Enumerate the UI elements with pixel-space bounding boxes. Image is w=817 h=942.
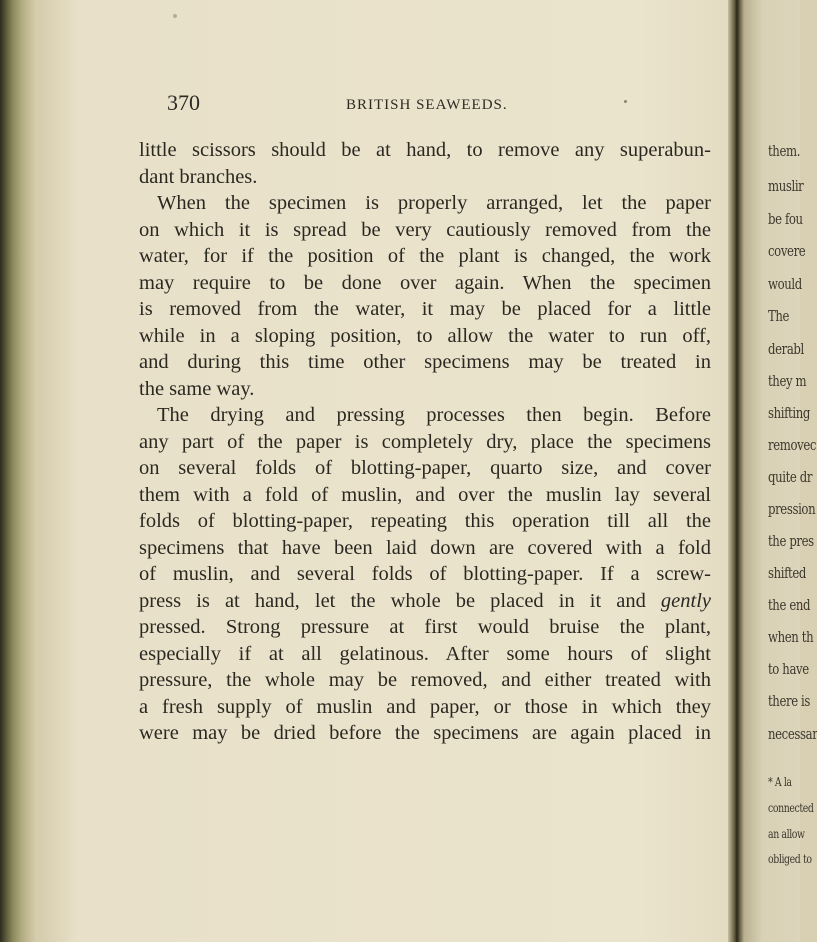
facing-page-fragment: they m (768, 372, 807, 390)
facing-page-fragment: there is (768, 692, 811, 710)
facing-page-fragment: when th (768, 628, 814, 646)
paper-speck (624, 100, 627, 103)
text-line: the same way. (139, 377, 255, 400)
body-text (139, 137, 711, 747)
text-line: on which it is spread be very cautiously removed from the (139, 218, 711, 241)
text-line: on several folds of blotting-paper, quarto size, and cover (139, 457, 711, 479)
running-title: BRITISH SEAWEEDS. (346, 97, 508, 113)
facing-page-fragment: shifting (768, 404, 810, 422)
text-line: specimens that have been laid down are covered with a fold (139, 536, 711, 559)
facing-page-fragment: the pres (768, 532, 814, 550)
facing-page-fragment: * A la (768, 775, 792, 789)
facing-page-fragment: pression (768, 500, 816, 518)
text-line: pressed. Strong pressure at first would bruise the plant, (139, 616, 711, 638)
facing-page-fragment: shifted (768, 564, 807, 582)
text-line: while in a sloping position, to allow the water to run off, (139, 324, 711, 347)
text-line: press is at hand, let the whole be placed in it and gently (139, 589, 711, 612)
facing-page-fragment: removec (768, 436, 817, 454)
paper-speck (173, 14, 177, 18)
book-spine-shadow (0, 0, 38, 942)
facing-page-fragment: covere (768, 242, 806, 260)
book-gutter (728, 0, 744, 942)
text-line: pressure, the whole may be removed, and either treated with (139, 669, 711, 691)
text-line: dant branches. (139, 165, 258, 188)
text-line: were may be dried before the specimens are again placed in (139, 722, 711, 744)
text-line: When the specimen is properly arranged, let the paper (157, 192, 711, 214)
text-line: any part of the paper is completely dry, place the specimens (139, 430, 711, 453)
facing-page-fragment: be fou (768, 210, 803, 228)
facing-page-fragment: an allow (768, 827, 805, 841)
text-line: water, for if the position of the plant is changed, the work (139, 245, 711, 267)
text-line: The drying and pressing processes then begin. Before (157, 404, 711, 426)
facing-page-fragment: connected (768, 801, 814, 815)
facing-page-fragment: necessar (768, 725, 817, 743)
facing-page-edge (744, 0, 817, 942)
text-line: may require to be done over again. When the specimen (139, 271, 711, 294)
facing-page-fragment: them. (768, 142, 801, 160)
facing-page-fragment: The (768, 307, 790, 325)
text-line: little scissors should be at hand, to remove any superabun- (139, 139, 711, 161)
facing-page-fragment: derabl (768, 340, 804, 358)
text-line: of muslin, and several folds of blotting-paper. If a screw- (139, 563, 711, 585)
text-line: folds of blotting-paper, repeating this operation till all the (139, 510, 711, 532)
text-line: and during this time other specimens may be treated in (139, 351, 711, 373)
emphasized-word: gently (660, 589, 711, 612)
facing-page-fragment: to have (768, 660, 809, 678)
text-line: especially if at all gelatinous. After some hours of slight (139, 642, 711, 665)
text-line: them with a fold of muslin, and over the muslin lay several (139, 483, 711, 506)
text-line: a fresh supply of muslin and paper, or those in which they (139, 695, 711, 718)
facing-page-fragment: muslir (768, 177, 804, 195)
facing-page-fragment: quite dr (768, 468, 813, 486)
facing-page-fragment: the end (768, 596, 811, 614)
facing-page-fragment: would (768, 275, 802, 293)
text-line: is removed from the water, it may be placed for a little (139, 298, 711, 320)
page-number: 370 (167, 90, 200, 115)
facing-page-fragment: obliged to (768, 852, 812, 866)
